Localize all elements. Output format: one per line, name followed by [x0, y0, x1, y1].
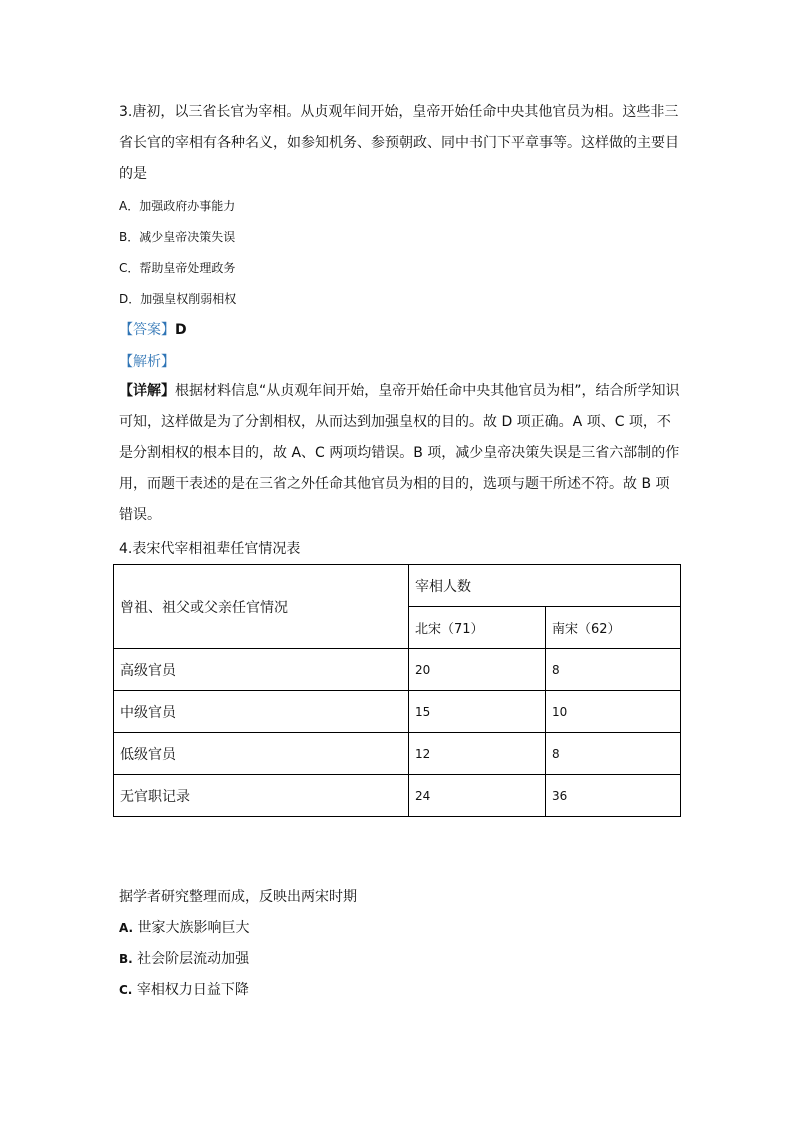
q3-option-b: B．减少皇帝决策失误: [119, 230, 236, 244]
option-text: 宰相权力日益下降: [136, 982, 249, 998]
q3-option-c: C．帮助皇帝处理政务: [119, 261, 236, 275]
row-label: 高级官员: [114, 649, 409, 691]
cell-value: 12: [409, 733, 546, 775]
q4-option-c: [119, 980, 249, 1000]
cell-value: 24: [409, 775, 546, 817]
detail-text: 根据材料信息“从贞观年间开始，皇帝开始任命中央其他官员为相”，结合所学知识可知，这样做是为了分割相权，从而达到加强皇权的目的。故 D 项正确。A 项、C 项，不是分割相权的根本目的，故 A、C 两项均错误。B 项，减少皇帝决策失误是三省六部制的作用，而题干表述的是在三省之外任命其他官员为相的目的，选项与题干所述不符。故 B 项错误。: [119, 383, 680, 523]
cell-value: 15: [409, 691, 546, 733]
option-letter: C.: [119, 983, 133, 997]
q3-option-a: A．加强政府办事能力: [119, 199, 236, 213]
q4-option-a: [119, 918, 250, 938]
q3-stem-line-2: 省长官的宰相有各种名义，如参知机务、参预朝政、同中书门下平章事等。这样做的主要目: [119, 135, 679, 151]
row-header-cell: 曾祖、祖父或父亲任官情况: [114, 565, 409, 649]
table-row: [114, 733, 681, 775]
analysis-label: 【解析】: [119, 354, 175, 370]
official-background-table: [113, 564, 681, 817]
answer-label: 【答案】: [119, 322, 175, 338]
cell-value: 20: [409, 649, 546, 691]
q3-answer-row: [119, 320, 187, 340]
column-header-north-song: 北宋（71）: [409, 607, 546, 649]
cell-value: 36: [546, 775, 681, 817]
option-letter: A.: [119, 921, 134, 935]
q4-option-b: [119, 949, 249, 969]
cell-value: 10: [546, 691, 681, 733]
table-header-row: [114, 565, 681, 607]
table-row: [114, 775, 681, 817]
option-text: 世家大族影响巨大: [137, 920, 250, 936]
option-text: 社会阶层流动加强: [137, 951, 250, 967]
row-label: 无官职记录: [114, 775, 409, 817]
q3-option-d: D．加强皇权削弱相权: [119, 292, 237, 306]
answer-value: D: [175, 322, 187, 338]
q3-stem-line-3: 的是: [119, 166, 147, 182]
option-letter: B.: [119, 952, 133, 966]
q4-source-note: 据学者研究整理而成，反映出两宋时期: [119, 889, 357, 905]
q4-stem: 4.表宋代宰相祖辈任官情况表: [119, 541, 301, 557]
table-row: [114, 649, 681, 691]
column-header-south-song: 南宋（62）: [546, 607, 681, 649]
detail-label: 【详解】: [119, 383, 175, 399]
q3-stem-line-1: 3.唐初，以三省长官为宰相。从贞观年间开始，皇帝开始任命中央其他官员为相。这些非三: [119, 104, 679, 120]
cell-value: 8: [546, 649, 681, 691]
table-row: [114, 691, 681, 733]
row-label: 中级官员: [114, 691, 409, 733]
cell-value: 8: [546, 733, 681, 775]
q3-detail-paragraph: [119, 376, 681, 531]
row-label: 低级官员: [114, 733, 409, 775]
group-header-cell: 宰相人数: [409, 565, 681, 607]
